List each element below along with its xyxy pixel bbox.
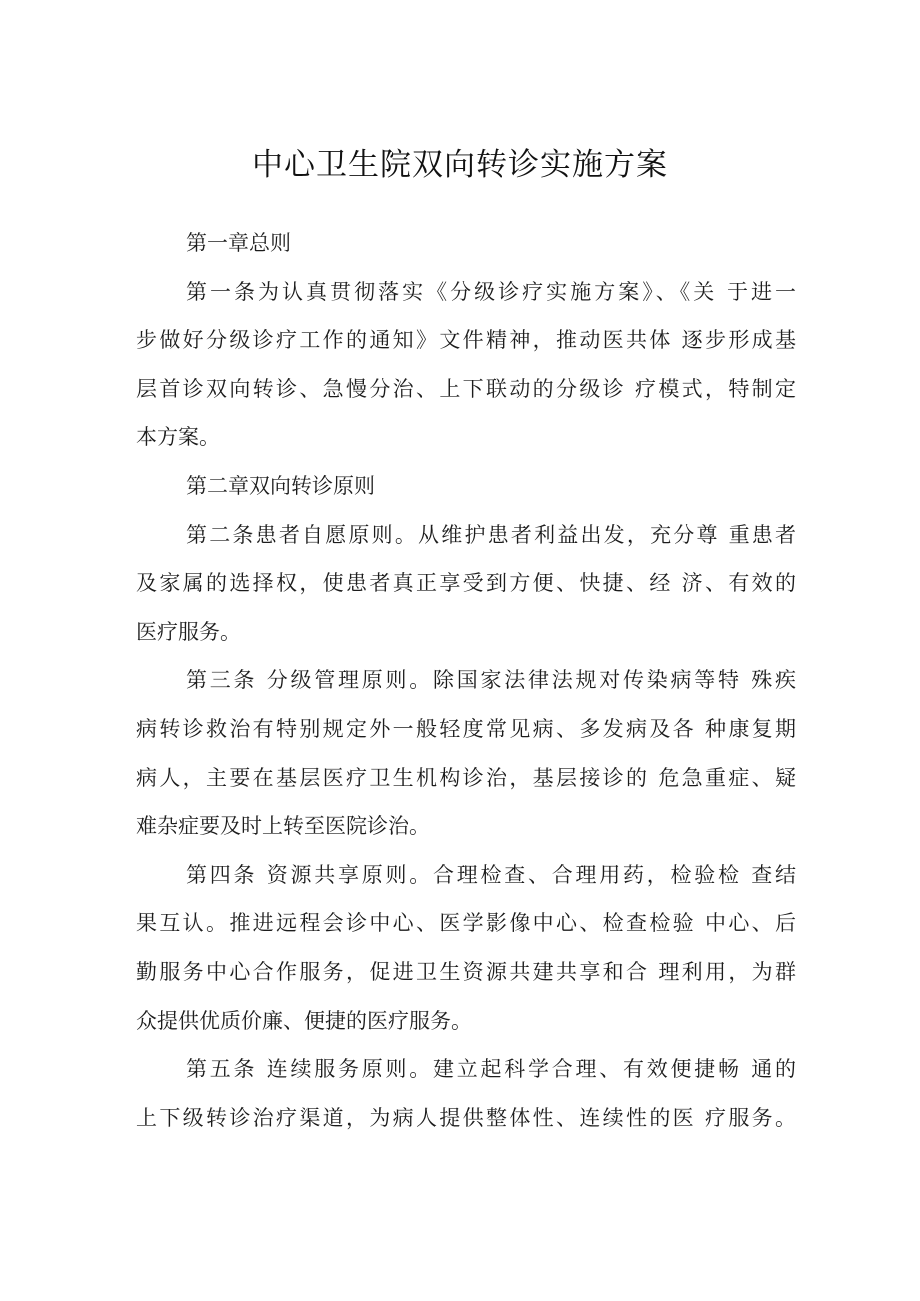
paragraph-line: 难杂症要及时上转至医院诊治。 — [136, 814, 430, 839]
paragraph-line: 第五条 连续服务原则。建立起科学合理、有效便捷畅 通的 — [186, 1057, 796, 1082]
paragraph-line: 病人，主要在基层医疗卫生机构诊治，基层接诊的 危急重症、疑 — [136, 765, 796, 790]
paragraph-line: 医疗服务。 — [136, 619, 241, 644]
document-title: 中心卫生院双向转诊实施方案 — [252, 147, 668, 183]
paragraph-line: 第一条为认真贯彻落实《分级诊疗实施方案》、《关 于进一 — [186, 279, 796, 304]
paragraph-line: 众提供优质价廉、便捷的医疗服务。 — [136, 1008, 472, 1033]
chapter-heading: 第二章双向转诊原则 — [186, 473, 375, 498]
document-body — [136, 219, 796, 1142]
paragraph-line: 层首诊双向转诊、急慢分治、上下联动的分级诊 疗模式，特制定 — [136, 376, 796, 401]
paragraph-line: 第三条 分级管理原则。除国家法律法规对传染病等特 殊疾 — [186, 668, 796, 693]
paragraph-line: 本方案。 — [136, 425, 220, 450]
paragraph-line: 第二条患者自愿原则。从维护患者利益出发，充分尊 重患者 — [186, 522, 796, 547]
chapter-heading: 第一章总则 — [186, 231, 291, 255]
paragraph-line: 步做好分级诊疗工作的通知》文件精神，推动医共体 逐步形成基 — [136, 328, 796, 353]
paragraph-line: 及家属的选择权，使患者真正享受到方便、快捷、经 济、有效的 — [136, 571, 796, 596]
paragraph-line: 第四条 资源共享原则。合理检查、合理用药，检验检 查结 — [186, 862, 796, 887]
paragraph-line: 果互认。推进远程会诊中心、医学影像中心、检查检验 中心、后 — [136, 911, 796, 936]
paragraph-line: 病转诊救治有特别规定外一般轻度常见病、多发病及各 种康复期 — [136, 716, 796, 741]
paragraph-line: 上下级转诊治疗渠道，为病人提供整体性、连续性的医 疗服务。 — [136, 1105, 796, 1130]
paragraph-line: 勤服务中心合作服务，促进卫生资源共建共享和合 理利用，为群 — [136, 959, 796, 984]
